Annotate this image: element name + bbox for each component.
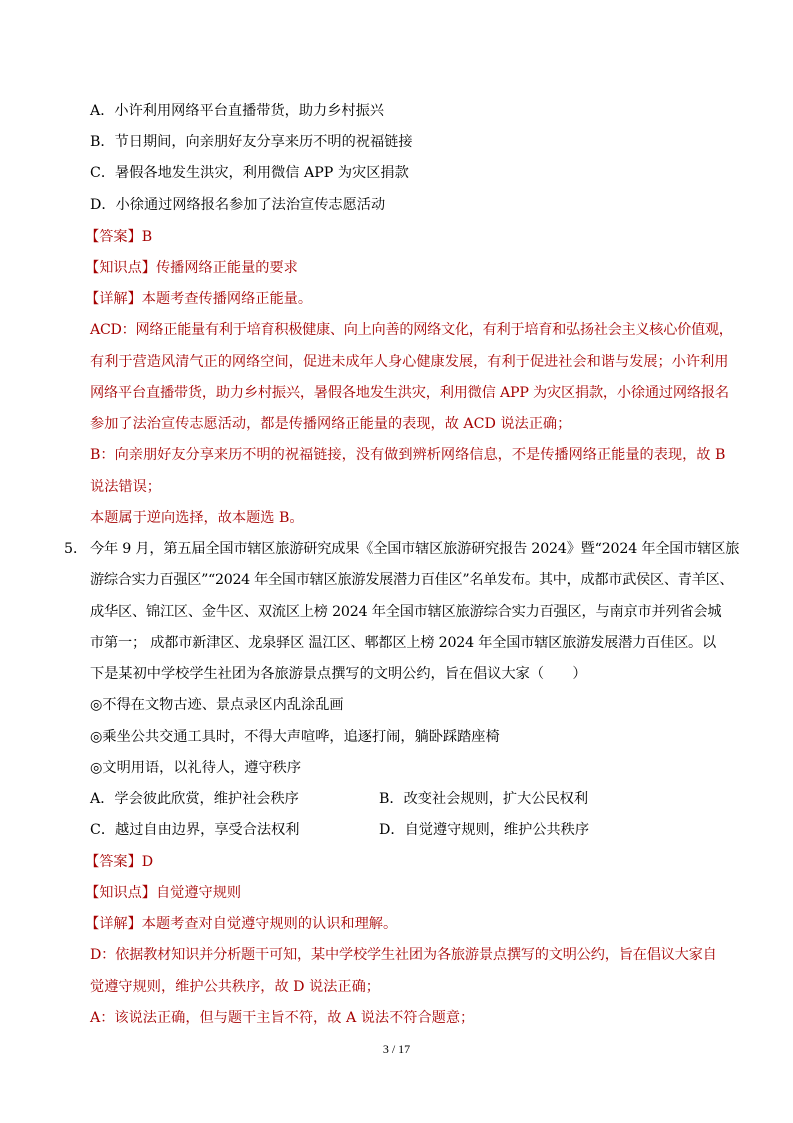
q5-option-a: A．学会彼此欣赏，维护社会秩序 [90, 791, 299, 807]
q5-stem-line-4: 市第一； 成都市新津区、龙泉驿区 温江区、郫都区上榜 2024 年全国市辖区旅游发展潜力百佳区。以 [90, 635, 717, 651]
q5-knowledge-label: 【知识点】 [85, 885, 156, 901]
q4-detail-value: 本题考查传播网络正能量。 [141, 291, 313, 307]
q4-knowledge-row [85, 258, 298, 278]
q4-knowledge-label: 【知识点】 [85, 260, 156, 276]
q4-analysis-line-5: B：向亲朋好友分享来历不明的祝福链接，没有做到辨析网络信息，不是传播网络正能量的表现，故 B [90, 447, 726, 463]
q5-item-3: ◎文明用语，以礼待人，遵守秩序 [90, 760, 302, 776]
q5-analysis-line-2: 觉遵守规则，维护公共秩序，故 D 说法正确； [90, 979, 380, 995]
q5-detail-row [85, 914, 397, 934]
q5-stem-line-2: 游综合实力百强区”“2024 年全国市辖区旅游发展潜力百佳区”名单发布。其中，成都市武侯区、青羊区、 [90, 572, 734, 588]
q5-stem-line-5: 下是某初中学校学生社团为各旅游景点撰写的文明公约，旨在倡议大家（ ） [90, 666, 587, 682]
q5-detail-value: 本题考查对自觉遵守规则的认识和理解。 [141, 916, 398, 932]
page-number: 3 / 17 [382, 1042, 411, 1056]
q4-option-d: D．小徐通过网络报名参加了法治宣传志愿活动 [90, 197, 386, 213]
q4-analysis-line-3: 网络平台直播带货，助力乡村振兴，暑假各地发生洪灾，利用微信 APP 为灾区捐款，小徐通过网络报名 [90, 385, 729, 401]
q5-item-2: ◎乘坐公共交通工具时，不得大声喧哗，追逐打闹，躺卧踩踏座椅 [90, 729, 500, 745]
q5-option-d: D．自觉遵守规则，维护公共秩序 [379, 822, 590, 838]
q5-item-1: ◎不得在文物古迹、景点录区内乱涂乱画 [90, 697, 344, 713]
q4-answer-label: 【答案】 [85, 229, 142, 245]
q4-analysis-line-4: 参加了法治宣传志愿活动，都是传播网络正能量的表现，故 ACD 说法正确； [90, 416, 572, 432]
q4-detail-label: 【详解】 [85, 291, 142, 307]
q5-answer-label: 【答案】 [85, 854, 142, 870]
q5-answer-row [85, 852, 153, 872]
q4-analysis-line-1: ACD：网络正能量有利于培育积极健康、向上向善的网络文化，有利于培育和弘扬社会主义核心价值观， [90, 322, 733, 338]
q5-answer-value: D [141, 854, 154, 870]
q5-number: 5． [64, 541, 88, 557]
q4-option-b: B．节日期间，向亲朋好友分享来历不明的祝福链接 [90, 134, 413, 150]
q5-analysis-line-3: A：该说法正确，但与题干主旨不符，故 A 说法不符合题意； [90, 1010, 475, 1026]
q4-answer-row [85, 227, 152, 247]
q4-answer-value: B [141, 229, 153, 245]
q4-option-c: C．暑假各地发生洪灾，利用微信 APP 为灾区捐款 [90, 165, 409, 181]
q5-analysis-line-1: D：依据教材知识并分析题干可知，某中学校学生社团为各旅游景点撰写的文明公约，旨在倡议大家自 [90, 947, 717, 963]
q4-knowledge-value: 传播网络正能量的要求 [155, 260, 298, 276]
q5-stem-line-1: 今年 9 月，第五届全国市辖区旅游研究成果《全国市辖区旅游研究报告 2024》暨“2024 年全国市辖区旅 [90, 541, 740, 557]
q4-option-a: A．小许利用网络平台直播带货，助力乡村振兴 [90, 103, 384, 119]
q4-detail-row [85, 289, 312, 309]
q5-knowledge-value: 自觉遵守规则 [155, 885, 242, 901]
q5-option-b: B．改变社会规则，扩大公民权利 [379, 791, 589, 807]
q5-detail-label: 【详解】 [85, 916, 142, 932]
q5-option-c: C．越过自由边界，享受合法权利 [90, 822, 300, 838]
q4-analysis-line-2: 有利于营造风清气正的网络空间，促进未成年人身心健康发展，有利于促进社会和谐与发展；小许利用 [90, 354, 729, 370]
q4-analysis-line-7: 本题属于逆向选择，故本题选 B。 [90, 510, 304, 526]
q5-knowledge-row [85, 883, 241, 903]
q4-analysis-line-6: 说法错误； [90, 479, 161, 495]
q5-stem-line-3: 成华区、锦江区、金牛区、双流区上榜 2024 年全国市辖区旅游综合实力百强区，与南京市并列省会城 [90, 604, 722, 620]
